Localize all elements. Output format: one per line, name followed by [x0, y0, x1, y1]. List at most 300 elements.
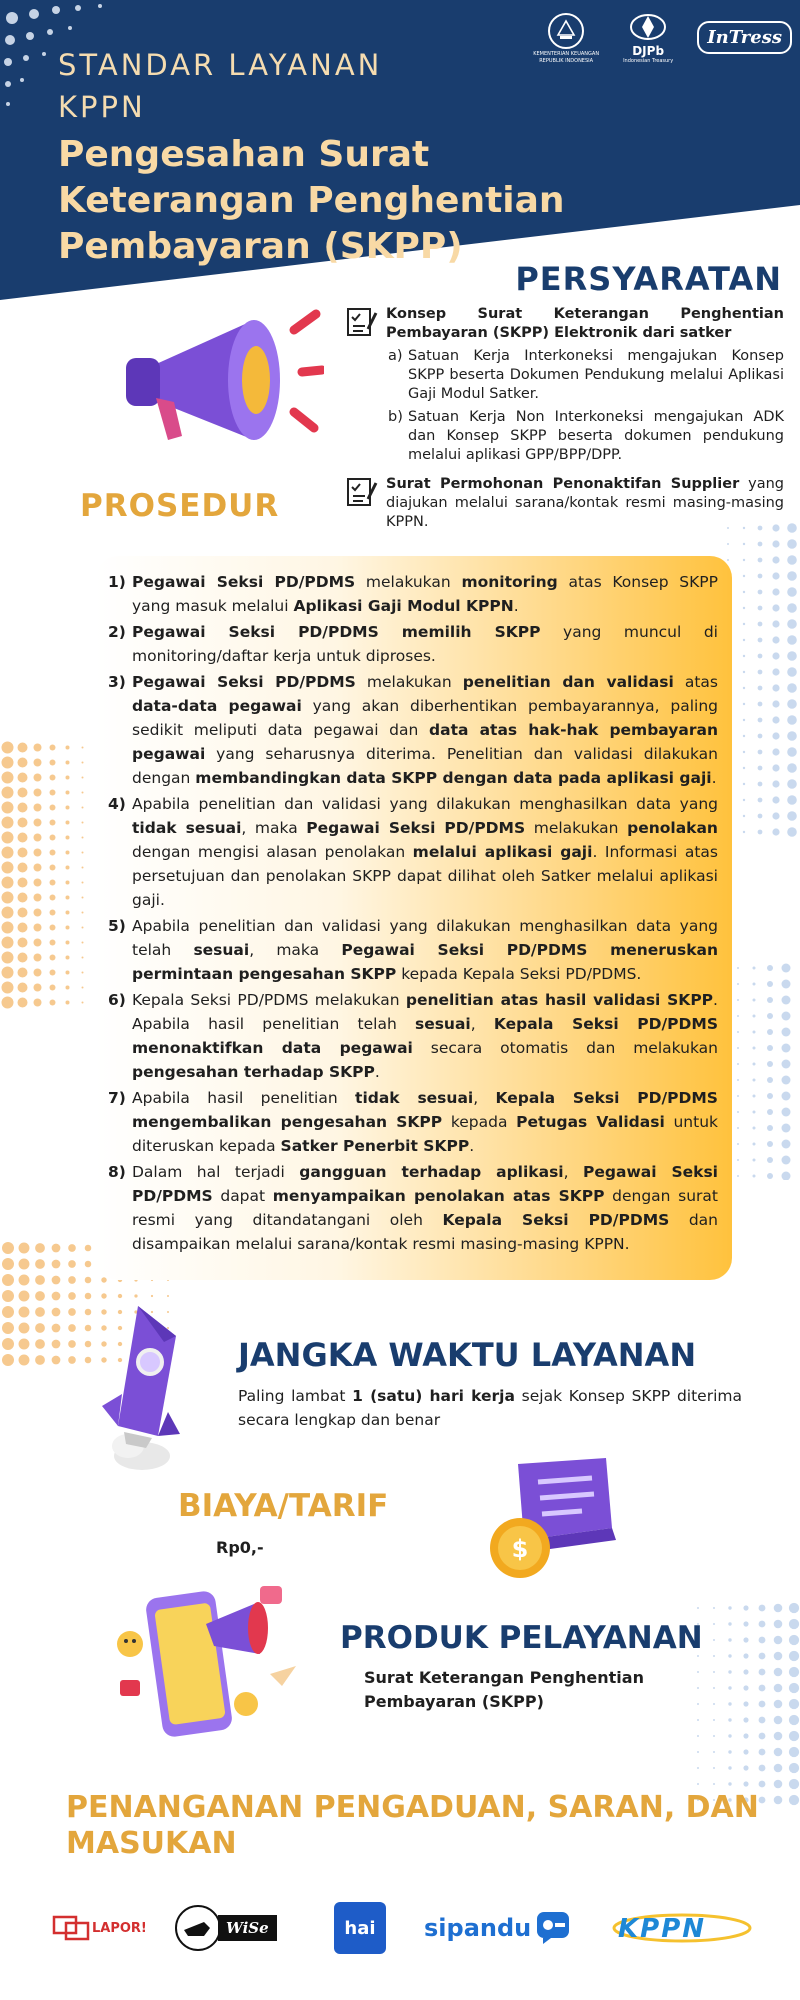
- step-text: dan disampaikan melalui sarana/kontak resmi masing-masing KPPN.: [132, 1211, 718, 1253]
- decor-dot: [2, 877, 14, 889]
- decor-dot: [66, 971, 70, 975]
- hai-text: hai: [334, 1902, 386, 1954]
- decor-dot: [758, 734, 763, 739]
- decor-dot: [774, 1700, 783, 1709]
- decor-dot: [50, 835, 56, 841]
- phone-promo-icon: [110, 1584, 300, 1754]
- decor-dot: [52, 1324, 61, 1333]
- decor-dot: [82, 972, 84, 974]
- procedure-step-text: [132, 570, 718, 618]
- decor-dot: [767, 981, 773, 987]
- decor-dot: [35, 1339, 45, 1349]
- decor-dot: [34, 789, 42, 797]
- decor-dot: [66, 896, 70, 900]
- step-bold-text: data atas hak-hak pembayaran pegawai: [132, 721, 718, 763]
- decor-dot: [782, 1012, 791, 1021]
- decor-dot: [82, 822, 84, 824]
- decor-dot: [713, 1607, 715, 1609]
- decor-dot: [759, 1669, 766, 1676]
- decor-dot: [737, 1015, 739, 1017]
- decor-dot: [34, 774, 42, 782]
- decor-dot: [2, 967, 14, 979]
- decor-dot: [697, 1735, 699, 1737]
- procedure-step: [108, 792, 718, 912]
- decor-dot: [737, 967, 739, 969]
- decor-dot: [34, 849, 42, 857]
- step-text: .: [711, 769, 717, 787]
- decor-dot: [19, 1307, 30, 1318]
- decor-dot: [68, 1324, 76, 1332]
- step-text: melakukan: [525, 819, 628, 837]
- decor-dot: [743, 527, 745, 529]
- decor-dot: [737, 983, 739, 985]
- step-text: Dalam hal terjadi: [132, 1163, 300, 1181]
- decor-dot: [772, 620, 779, 627]
- decor-dot: [789, 1667, 799, 1677]
- decor-dot: [787, 635, 797, 645]
- decor-dot: [767, 1093, 773, 1099]
- procedure-step-text: [132, 1160, 718, 1256]
- decor-dot: [2, 847, 14, 859]
- decor-dot: [772, 716, 779, 723]
- step-text: .: [469, 1137, 475, 1155]
- decor-dot: [789, 1795, 799, 1805]
- decor-dot: [85, 1277, 92, 1284]
- decor-dot: [18, 878, 28, 888]
- decor-dot: [68, 1340, 76, 1348]
- decor-dot: [782, 1060, 791, 1069]
- decor-dot: [758, 766, 763, 771]
- decor-dot: [34, 969, 42, 977]
- sub-a-mark: a): [388, 348, 403, 364]
- kppn-link[interactable]: [604, 1900, 754, 1956]
- decor-dot: [772, 780, 779, 787]
- intress-logo: InTress: [697, 21, 792, 54]
- decor-dot: [713, 1751, 715, 1753]
- decor-dot: [758, 638, 763, 643]
- decor-dot: [50, 775, 56, 781]
- decor-dot: [743, 1685, 748, 1690]
- decor-dot: [2, 862, 14, 874]
- step-bold-text: Pegawai Seksi PD/PDMS: [132, 573, 356, 591]
- title-line2: KPPN: [58, 90, 146, 124]
- step-text: yang akan diberhentikan pembayarannya, paling sedikit meliputi data pegawai dan: [132, 697, 718, 739]
- decor-dot: [50, 790, 56, 796]
- procedure-step: [108, 1160, 718, 1256]
- decor-dot: [743, 671, 745, 673]
- decor-dot: [728, 1718, 731, 1721]
- decor-dot: [34, 939, 42, 947]
- page-title: Pengesahan Surat Keterangan Penghentian Pembayaran (SKPP): [58, 134, 565, 267]
- decor-dot: [18, 833, 28, 843]
- decor-dot: [82, 747, 84, 749]
- decor-dot: [767, 1061, 773, 1067]
- step-bold-text: Petugas Validasi: [516, 1113, 665, 1131]
- decor-dot: [2, 982, 14, 994]
- decor-dot: [50, 760, 56, 766]
- decor-dot: [782, 996, 791, 1005]
- decor-dot: [66, 881, 70, 885]
- decor-dot: [789, 1779, 799, 1789]
- decor-dot: [50, 970, 56, 976]
- decor-dot: [18, 758, 28, 768]
- decor-dot: [66, 926, 70, 930]
- decor-dot: [767, 1157, 773, 1163]
- step-bold-text: penolakan: [627, 819, 718, 837]
- decor-dot: [767, 1173, 773, 1179]
- step-bold-text: monitoring: [461, 573, 558, 591]
- decor-dot: [772, 556, 779, 563]
- step-bold-text: sesuai: [193, 941, 250, 959]
- decor-dot: [772, 828, 779, 835]
- decor-dot: [66, 851, 70, 855]
- step-text: , maka: [241, 819, 307, 837]
- prosedur-heading: PROSEDUR: [80, 488, 280, 524]
- persyaratan-item1-main: Konsep Surat Keterangan Penghentian Pembayaran (SKPP) Elektronik dari satker: [386, 306, 784, 341]
- decor-dot: [737, 1079, 739, 1081]
- decor-dot: [50, 850, 56, 856]
- decor-dot: [2, 1354, 14, 1366]
- decor-dot: [82, 777, 84, 779]
- decor-dot: [68, 1244, 76, 1252]
- item2-rest: yang diajukan melalui sarana/kontak resmi masing-masing KPPN.: [386, 476, 784, 530]
- decor-dot: [759, 1733, 766, 1740]
- step-text: .: [513, 597, 519, 615]
- decor-dot: [743, 1653, 748, 1658]
- persyaratan-heading: PERSYARATAN: [515, 260, 782, 298]
- decor-dot: [753, 1111, 756, 1114]
- step-bold-text: Pegawai Seksi PD/PDMS memilih SKPP: [132, 623, 541, 641]
- decor-dot: [18, 743, 28, 753]
- svg-text:$: $: [511, 1535, 529, 1563]
- decor-dot: [697, 1671, 699, 1673]
- procedure-step-number: 5): [108, 917, 126, 935]
- decor-dot: [35, 1275, 45, 1285]
- decor-dot: [66, 776, 70, 780]
- decor-dot: [758, 830, 763, 835]
- decor-dot: [753, 999, 756, 1002]
- decor-dot: [34, 864, 42, 872]
- procedure-step-number: 1): [108, 573, 126, 591]
- decor-dot: [2, 892, 14, 904]
- decor-dot: [2, 1322, 14, 1334]
- decor-dot: [787, 779, 797, 789]
- decor-dot: [758, 686, 763, 691]
- produk-heading: PRODUK PELAYANAN: [340, 1620, 703, 1656]
- decor-dot: [18, 773, 28, 783]
- decor-dot: [743, 575, 745, 577]
- decor-dot: [50, 880, 56, 886]
- decor-dot: [34, 909, 42, 917]
- decor-dot: [728, 1686, 731, 1689]
- decor-dot: [767, 997, 773, 1003]
- procedure-step: [108, 914, 718, 986]
- decor-dot: [772, 732, 779, 739]
- decor-dot: [753, 1143, 756, 1146]
- hai-link[interactable]: [334, 1900, 386, 1956]
- decor-dot: [743, 815, 745, 817]
- decor-dot: [82, 957, 84, 959]
- step-text: Kepala Seksi PD/PDMS melakukan: [132, 991, 406, 1009]
- step-text: yang seharusnya diterima. Penelitian dan validasi dilakukan dengan: [132, 745, 718, 787]
- decor-dot: [759, 1621, 766, 1628]
- decor-dot: [50, 820, 56, 826]
- decor-dot: [772, 636, 779, 643]
- decor-dot: [728, 1750, 731, 1753]
- decor-dot: [753, 1047, 756, 1050]
- decor-dot: [713, 1719, 715, 1721]
- decor-dot: [787, 747, 797, 757]
- decor-dot: [2, 937, 14, 949]
- step-bold-text: Kepala Seksi PD/PDMS menonaktifkan data pegawai: [132, 1015, 718, 1057]
- decor-dot: [753, 1015, 756, 1018]
- step-bold-text: Pegawai Seksi PD/PDMS: [306, 819, 526, 837]
- decor-dot: [35, 1307, 45, 1317]
- decor-dot: [18, 923, 28, 933]
- checklist-icon: [344, 305, 378, 339]
- decor-dot: [759, 1781, 766, 1788]
- decor-dot: [758, 606, 763, 611]
- procedure-step: [108, 988, 718, 1084]
- decor-dot: [767, 965, 773, 971]
- step-text: dapat: [212, 1187, 273, 1205]
- step-bold-text: membandingkan data SKPP dengan data pada aplikasi gaji: [195, 769, 712, 787]
- decor-dot: [758, 574, 763, 579]
- decor-dot: [774, 1716, 783, 1725]
- decor-dot: [66, 956, 70, 960]
- decor-dot: [743, 687, 745, 689]
- decor-dot: [66, 791, 70, 795]
- step-text: ,: [563, 1163, 584, 1181]
- decor-dot: [787, 603, 797, 613]
- decor-dot: [713, 1783, 715, 1785]
- decor-dot: [772, 572, 779, 579]
- jangka-waktu-text: [238, 1384, 742, 1432]
- kemenkeu-line2: REPUBLIK INDONESIA: [539, 57, 594, 64]
- decor-dot: [2, 1306, 14, 1318]
- decor-dot: [759, 1685, 766, 1692]
- invoice-coin-icon: [484, 1454, 624, 1584]
- step-text: kepada Kepala Seksi PD/PDMS.: [396, 965, 642, 983]
- decor-dot: [787, 667, 797, 677]
- step-bold-text: tidak sesuai: [132, 819, 242, 837]
- decor-dot: [772, 700, 779, 707]
- step-bold-text: pengesahan terhadap SKPP: [132, 1063, 375, 1081]
- decor-dot: [743, 623, 745, 625]
- decor-dot: [743, 1605, 748, 1610]
- decor-dot: [2, 922, 14, 934]
- decor-dot: [85, 1245, 92, 1252]
- decor-dot: [2, 772, 14, 784]
- rocket-icon: [88, 1296, 208, 1476]
- decor-dot: [18, 953, 28, 963]
- decor-dot: [772, 748, 779, 755]
- decor-dot: [82, 912, 84, 914]
- decor-dot: [697, 1687, 699, 1689]
- persyaratan-list: [344, 305, 784, 542]
- decor-dot: [34, 894, 42, 902]
- step-text: yang muncul di monitoring/daftar kerja untuk diproses.: [132, 623, 718, 665]
- decor-dot: [82, 792, 84, 794]
- decor-dot: [758, 654, 763, 659]
- wise-link[interactable]: [174, 1900, 277, 1956]
- lapor-link[interactable]: [52, 1900, 147, 1956]
- decor-dot: [743, 1701, 748, 1706]
- decor-dot: [66, 866, 70, 870]
- decor-dot: [82, 897, 84, 899]
- decor-dot: [34, 984, 42, 992]
- wise-text: WiSe: [218, 1915, 277, 1941]
- decor-dot: [743, 639, 745, 641]
- decor-dot: [753, 1079, 756, 1082]
- decor-dot: [50, 940, 56, 946]
- decor-dot: [772, 764, 779, 771]
- decor-dot: [782, 1044, 791, 1053]
- decor-dot: [753, 1159, 756, 1162]
- step-bold-text: Pegawai Seksi PD/PDMS meneruskan permintaan pengesahan SKPP: [132, 941, 718, 983]
- decor-dot: [18, 803, 28, 813]
- step-text: Apabila penelitian dan validasi yang dilakukan menghasilkan data yang telah: [132, 917, 718, 959]
- decor-dot: [772, 524, 779, 531]
- decor-dot: [737, 1063, 739, 1065]
- decor-dot: [52, 1276, 61, 1285]
- lapor-text: LAPOR!: [92, 1920, 147, 1936]
- decor-dot: [743, 655, 745, 657]
- decor-dot: [743, 799, 745, 801]
- decor-dot: [52, 1308, 61, 1317]
- jw-pre: Paling lambat: [238, 1387, 353, 1405]
- step-text: . Apabila hasil penelitian telah: [132, 991, 718, 1033]
- decor-dot: [727, 559, 729, 561]
- decor-dot: [767, 1077, 773, 1083]
- step-text: kepada: [442, 1113, 517, 1131]
- decor-dot: [737, 1111, 739, 1113]
- decor-dot: [34, 999, 42, 1007]
- decor-dot: [737, 1175, 739, 1177]
- decor-dot: [2, 1290, 14, 1302]
- decor-dot: [782, 1156, 791, 1165]
- decor-dot: [789, 1747, 799, 1757]
- decor-dot: [753, 1095, 756, 1098]
- decor-dot: [743, 1717, 748, 1722]
- decor-dot: [772, 604, 779, 611]
- decor-dot: [787, 523, 797, 533]
- decor-dot: [787, 555, 797, 565]
- step-text: untuk diteruskan kepada: [132, 1113, 718, 1155]
- decor-dot: [697, 1767, 699, 1769]
- decor-dot: [50, 985, 56, 991]
- decor-dot: [758, 798, 763, 803]
- decor-dot: [758, 558, 763, 563]
- procedure-step-number: 4): [108, 795, 126, 813]
- step-text: .: [374, 1063, 380, 1081]
- title-block: [58, 44, 618, 270]
- decor-dot: [68, 1308, 76, 1316]
- decor-dot: [34, 744, 42, 752]
- decor-dot: [743, 559, 745, 561]
- decor-dot: [772, 540, 779, 547]
- decor-dot: [774, 1652, 783, 1661]
- procedure-card: [96, 556, 732, 1280]
- sipandu-link[interactable]: [424, 1900, 571, 1956]
- decor-dot: [772, 812, 779, 819]
- decor-dot: [737, 1127, 739, 1129]
- decor-dot: [19, 1275, 30, 1286]
- footer-logos: [52, 1900, 772, 1960]
- decor-dot: [728, 1606, 731, 1609]
- produk-value: Surat Keterangan Penghentian Pembayaran (SKPP): [364, 1668, 644, 1711]
- decor-dot: [66, 821, 70, 825]
- step-bold-text: penelitian atas hasil validasi SKPP: [405, 991, 714, 1009]
- decor-dot: [697, 1783, 699, 1785]
- jangka-waktu-heading: JANGKA WAKTU LAYANAN: [238, 1336, 697, 1374]
- procedure-step-text: [132, 988, 718, 1084]
- decor-dot: [743, 751, 745, 753]
- decor-dot: [767, 1013, 773, 1019]
- decor-dot: [727, 543, 729, 545]
- decor-dot: [66, 1001, 70, 1005]
- lapor-icon: [52, 1913, 92, 1943]
- kemenkeu-line1: KEMENTERIAN KEUANGAN: [533, 50, 600, 57]
- decor-dot: [728, 1670, 731, 1673]
- decor-dot: [697, 1751, 699, 1753]
- decor-dot: [753, 1175, 756, 1178]
- decor-dot: [787, 683, 797, 693]
- decor-dot: [2, 742, 14, 754]
- decor-dot: [728, 1734, 731, 1737]
- decor-dot: [2, 907, 14, 919]
- decor-dot: [18, 938, 28, 948]
- decor-dot: [697, 1719, 699, 1721]
- decor-dot: [68, 1292, 76, 1300]
- decor-dot: [18, 893, 28, 903]
- decor-dot: [774, 1796, 783, 1805]
- decor-dot: [82, 927, 84, 929]
- decor-dot: [66, 986, 70, 990]
- decor-dot: [772, 684, 779, 691]
- decor-dot: [2, 817, 14, 829]
- decor-dot: [18, 968, 28, 978]
- decor-dot: [782, 1124, 791, 1133]
- decor-dot: [66, 911, 70, 915]
- djpb-logo: [623, 10, 673, 65]
- step-text: melakukan: [355, 673, 463, 691]
- decor-dot: [66, 746, 70, 750]
- step-bold-text: sesuai: [414, 1015, 471, 1033]
- decor-dot: [737, 999, 739, 1001]
- decor-dot: [787, 539, 797, 549]
- decor-dot: [18, 998, 28, 1008]
- decor-dot: [743, 735, 745, 737]
- decor-dot: [782, 1076, 791, 1085]
- decor-dot: [753, 1031, 756, 1034]
- item2-bold: Surat Permohonan Penonaktifan Supplier: [386, 476, 740, 492]
- step-bold-text: data-data pegawai: [132, 697, 302, 715]
- step-text: dengan surat resmi yang ditandatangani oleh: [132, 1187, 718, 1229]
- step-bold-text: melalui aplikasi gaji: [412, 843, 593, 861]
- decor-dot: [787, 715, 797, 725]
- decor-dot: [82, 867, 84, 869]
- decor-dot: [753, 1127, 756, 1130]
- decor-dot: [774, 1636, 783, 1645]
- decor-dot: [759, 1765, 766, 1772]
- decor-dot: [743, 1781, 748, 1786]
- decor-dot: [18, 848, 28, 858]
- step-bold-text: Aplikasi Gaji Modul KPPN: [293, 597, 514, 615]
- decor-dot: [758, 782, 763, 787]
- jw-post: sejak Konsep SKPP diterima secara lengkap dan benar: [238, 1387, 742, 1429]
- decor-dot: [787, 811, 797, 821]
